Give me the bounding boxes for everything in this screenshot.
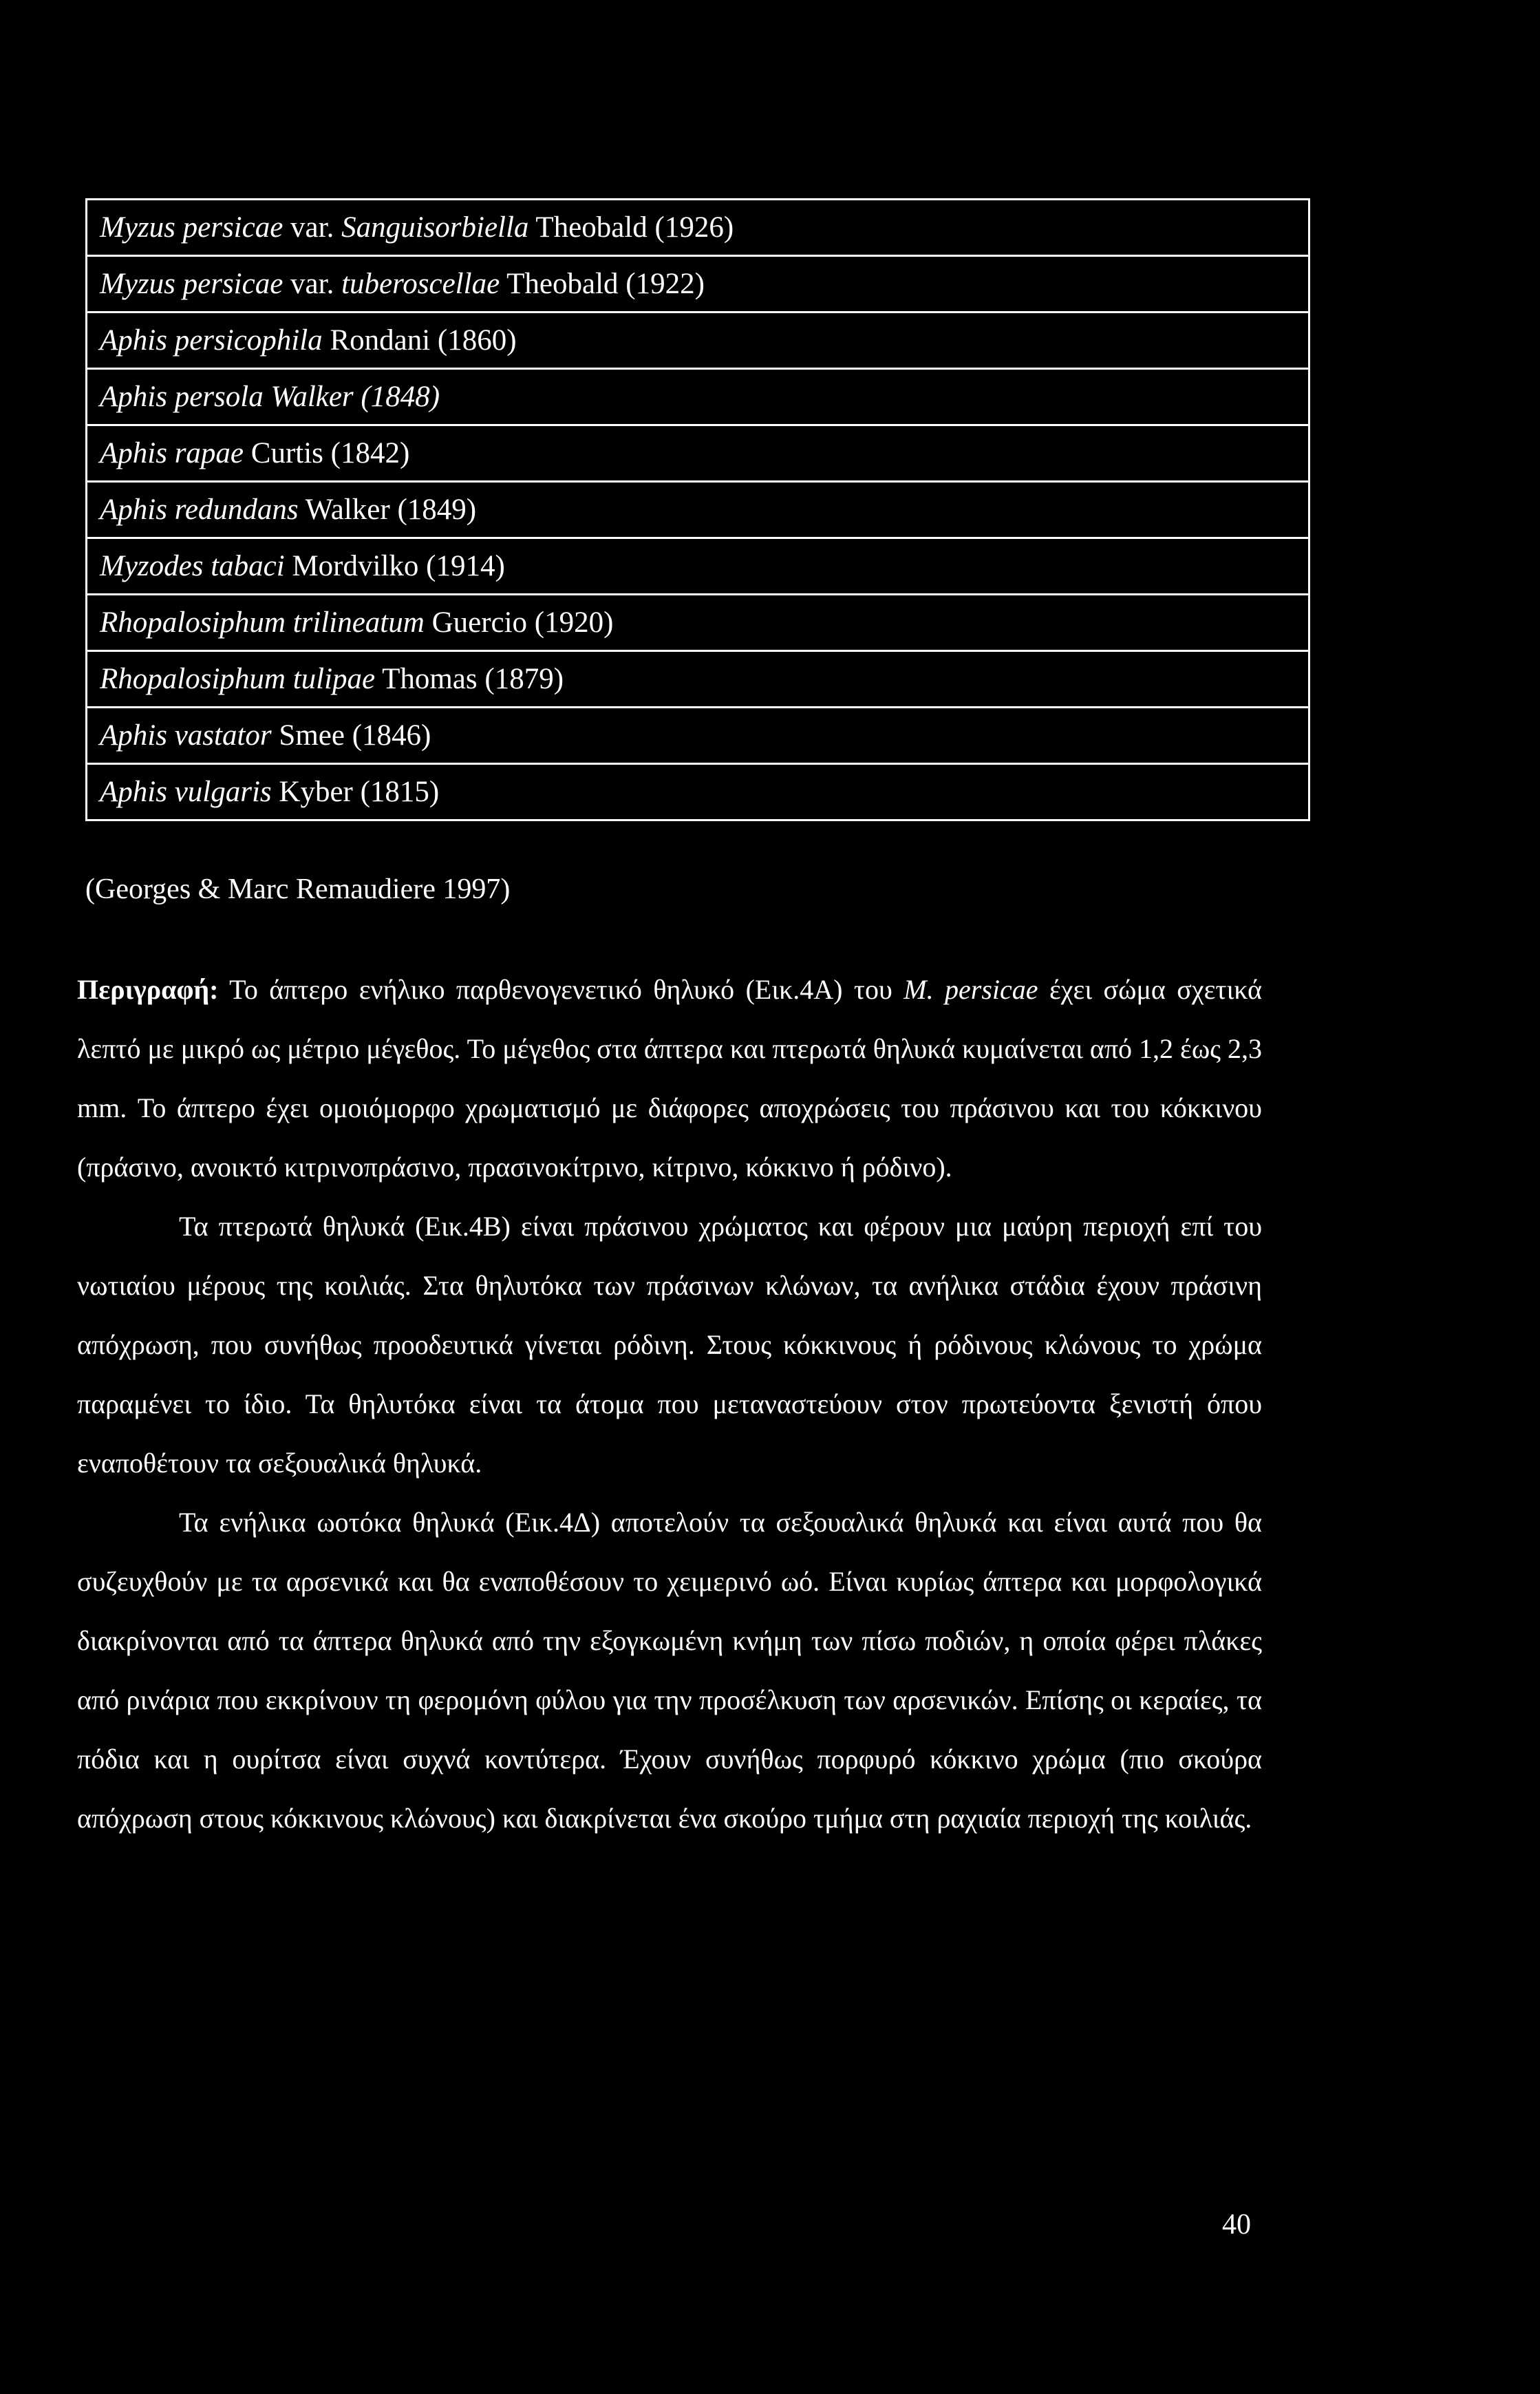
table-row [87, 651, 1309, 708]
synonym-cell [87, 369, 1309, 425]
variety-connector: var. [283, 268, 342, 300]
section-heading: Περιγραφή: [77, 974, 219, 1005]
species-abbreviation: M. persicae [903, 974, 1038, 1005]
table-row [87, 595, 1309, 651]
species-name: Aphis vulgaris [100, 776, 272, 808]
synonym-cell [87, 256, 1309, 313]
table-row [87, 482, 1309, 538]
author-citation: Curtis (1842) [244, 437, 410, 469]
synonym-cell [87, 313, 1309, 369]
paragraph-text: έχει σώμα σχετικά λεπτό με μικρό ως μέτριο μέγεθος. Το μέγεθος στα άπτερα και πτερωτά θηλυκά κυμαίνεται από 1,2 έως 2,3 mm. Το άπτερο έχει ομοιόμορφο χρωματισμό με διάφορες αποχρώσεις του πράσινου και του κόκκινου (πράσινο, ανοικτό κιτρινοπράσινο, πρασινοκίτρινο, κίτρινο, κόκκινο ή ρόδινο). [77, 974, 1263, 1183]
synonym-cell [87, 482, 1309, 538]
synonym-cell [87, 425, 1309, 482]
table-row [87, 369, 1309, 425]
species-name: Myzus persicae [100, 268, 284, 300]
species-name: Aphis persola Walker (1848) [100, 381, 440, 413]
table-row [87, 708, 1309, 764]
paragraph: Τα πτερωτά θηλυκά (Εικ.4Β) είναι πράσινου χρώματος και φέρουν μια μαύρη περιοχή επί του νωτιαίου μέρους της κοιλιάς. Στα θηλυτόκα των πράσινων κλώνων, τα ανήλικα στάδια έχουν πράσινη απόχρωση, που συνήθως προοδευτικά γίνεται ρόδινη. Στους κόκκινους ή ρόδινους κλώνους το χρώμα παραμένει το ίδιο. Τα θηλυτόκα είναι τα άτομα που μεταναστεύουν στον πρωτεύοντα ξενιστή όπου εναποθέτουν τα σεξουαλικά θηλυκά. [77, 1211, 1262, 1479]
species-name: Aphis vastator [100, 719, 272, 752]
synonym-cell [87, 538, 1309, 595]
variety-name: tuberoscellae [341, 268, 500, 300]
author-citation: Smee (1846) [271, 719, 431, 752]
variety-connector: var. [283, 211, 342, 244]
species-name: Rhopalosiphum tulipae [100, 663, 376, 695]
author-citation: Theobald (1926) [528, 211, 734, 244]
table-row [87, 256, 1309, 313]
species-name: Rhopalosiphum trilineatum [100, 606, 425, 639]
page-number: 40 [1222, 2209, 1251, 2241]
table-row [87, 200, 1309, 256]
author-citation: Kyber (1815) [271, 776, 440, 808]
synonym-cell [87, 200, 1309, 256]
synonym-cell [87, 764, 1309, 820]
synonym-cell [87, 708, 1309, 764]
species-name: Aphis redundans [100, 494, 299, 526]
species-name: Myzodes tabaci [100, 550, 285, 582]
description-text [77, 960, 1262, 1848]
paragraph: Τα ενήλικα ωοτόκα θηλυκά (Εικ.4Δ) αποτελούν τα σεξουαλικά θηλυκά και είναι αυτά που θα συζευχθούν με τα αρσενικά και θα εναποθέσουν το χειμερινό ωό. Είναι κυρίως άπτερα και μορφολογικά διακρίνονται από τα άπτερα θηλυκά από την εξογκωμένη κνήμη των πίσω ποδιών, η οποία φέρει πλάκες από ρινάρια που εκκρίνουν τη φερομόνη φύλου για την προσέλκυση των αρσενικών. Επίσης οι κεραίες, τα πόδια και η ουρίτσα είναι συχνά κοντύτερα. Έχουν συνήθως πορφυρό κόκκινο χρώμα (πιο σκούρα απόχρωση στους κόκκινους κλώνους) και διακρίνεται ένα σκούρο τμήμα στη ραχιαία περιοχή της κοιλιάς. [77, 1507, 1262, 1834]
synonym-cell [87, 651, 1309, 708]
author-citation: Rondani (1860) [322, 324, 517, 357]
author-citation: Thomas (1879) [375, 663, 564, 695]
source-citation: (Georges & Marc Remaudiere 1997) [85, 873, 511, 905]
table-row [87, 313, 1309, 369]
species-name: Myzus persicae [100, 211, 284, 244]
author-citation: Walker (1849) [298, 494, 477, 526]
species-name: Aphis persicophila [100, 324, 323, 357]
paragraph-text: Το άπτερο ενήλικο παρθενογενετικό θηλυκό (Εικ.4Α) του [218, 974, 904, 1005]
variety-name: Sanguisorbiella [341, 211, 529, 244]
synonym-table [85, 198, 1310, 821]
author-citation: Mordvilko (1914) [284, 550, 505, 582]
species-name: Aphis rapae [100, 437, 244, 469]
table-row [87, 538, 1309, 595]
paragraph [77, 960, 1262, 1197]
table-row [87, 764, 1309, 820]
synonym-cell [87, 595, 1309, 651]
author-citation: Theobald (1922) [500, 268, 705, 300]
table-row [87, 425, 1309, 482]
author-citation: Guercio (1920) [424, 606, 614, 639]
